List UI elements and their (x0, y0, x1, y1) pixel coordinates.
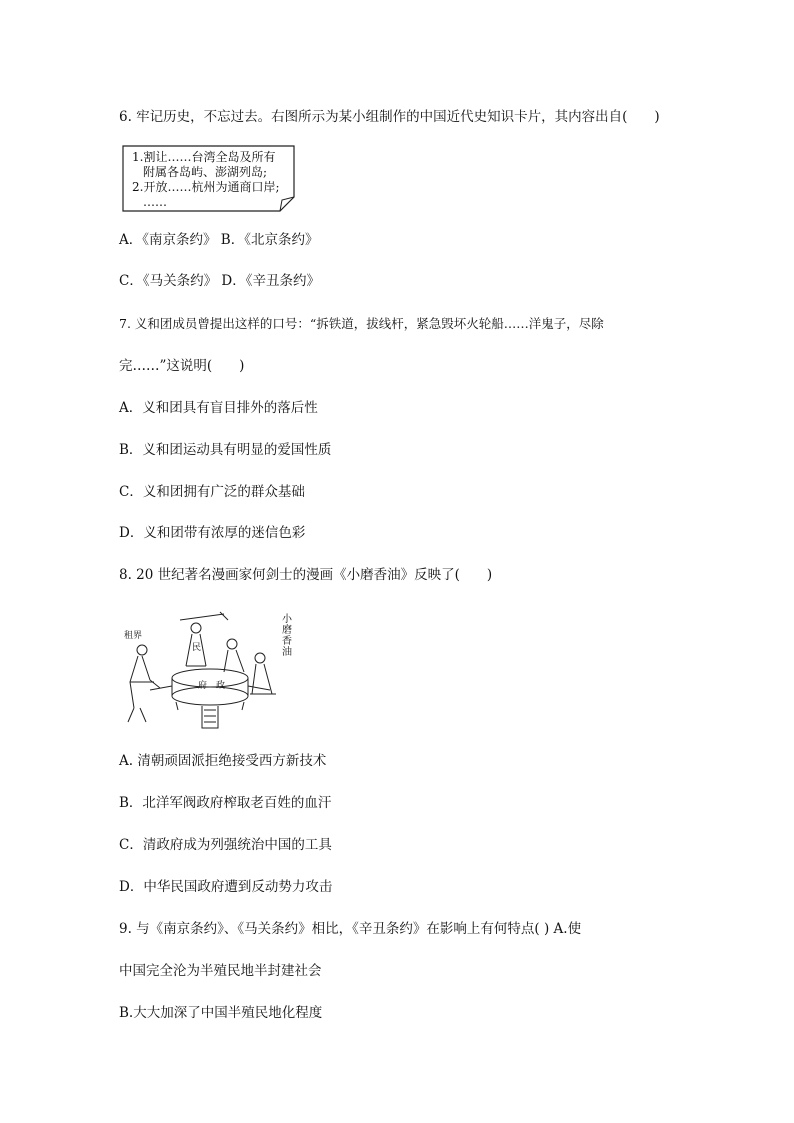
cartoon-drawing (120, 610, 300, 730)
q7-stem-line-2: 完……”这说明( ) (119, 358, 245, 374)
q8-option-d: D．中华民国政府遭到反动势力攻击 (119, 879, 333, 895)
q8-option-c: C．清政府成为列强统治中国的工具 (119, 837, 332, 853)
card-line-4: …… (143, 195, 167, 209)
card-line-2: 附属各岛屿、澎湖列岛; (143, 165, 268, 179)
cartoon-title: 小磨香油 (282, 614, 292, 658)
q7-option-b: B．义和团运动具有明显的爱国性质 (119, 442, 332, 458)
q6-stem: 6. 牢记历史，不忘过去。右图所示为某小组制作的中国近代史知识卡片，其内容出自( ) (119, 109, 660, 125)
q9-stem-line-2: 中国完全沦为半殖民地半封建社会 (119, 963, 322, 979)
cartoon-person-label: 民 (192, 643, 202, 653)
knowledge-card (122, 145, 295, 210)
q9-stem-line-1: 9. 与《南京条约》、《马关条约》相比，《辛丑条约》在影响上有何特点( ) A.使 (119, 921, 582, 937)
q7-option-a: A．义和团具有盲目排外的落后性 (119, 400, 318, 416)
q7-stem-line-1: 7. 义和团成员曾提出这样的口号：“拆铁道，拔线杆，紧急毁坏火轮船……洋鬼子，尽除 (119, 316, 604, 331)
cartoon-mill-label: 府 政 (198, 681, 226, 691)
q8-stem: 8. 20 世纪著名漫画家何剑士的漫画《小磨香油》反映了( ) (119, 567, 493, 583)
cartoon-left-label: 租界 (124, 631, 143, 641)
card-line-1: 1.割让……台湾全岛及所有 (132, 150, 276, 164)
card-line-3: 2.开放……杭州为通商口岸; (132, 180, 280, 194)
q8-option-b: B．北洋军阀政府榨取老百姓的血汗 (119, 795, 332, 811)
q8-option-a: A. 清朝顽固派拒绝接受西方新技术 (119, 753, 327, 769)
q6-options-ab: A．《南京条约》 B．《北京条约》 (119, 232, 319, 248)
q7-option-c: C．义和团拥有广泛的群众基础 (119, 484, 305, 500)
cartoon-xiaomo-xiangyou (120, 610, 300, 730)
q7-option-d: D．义和团带有浓厚的迷信色彩 (119, 525, 306, 541)
q9-option-b: B.大大加深了中国半殖民地化程度 (119, 1005, 323, 1021)
q6-options-cd: C．《马关条约》 D．《辛丑条约》 (119, 273, 320, 289)
